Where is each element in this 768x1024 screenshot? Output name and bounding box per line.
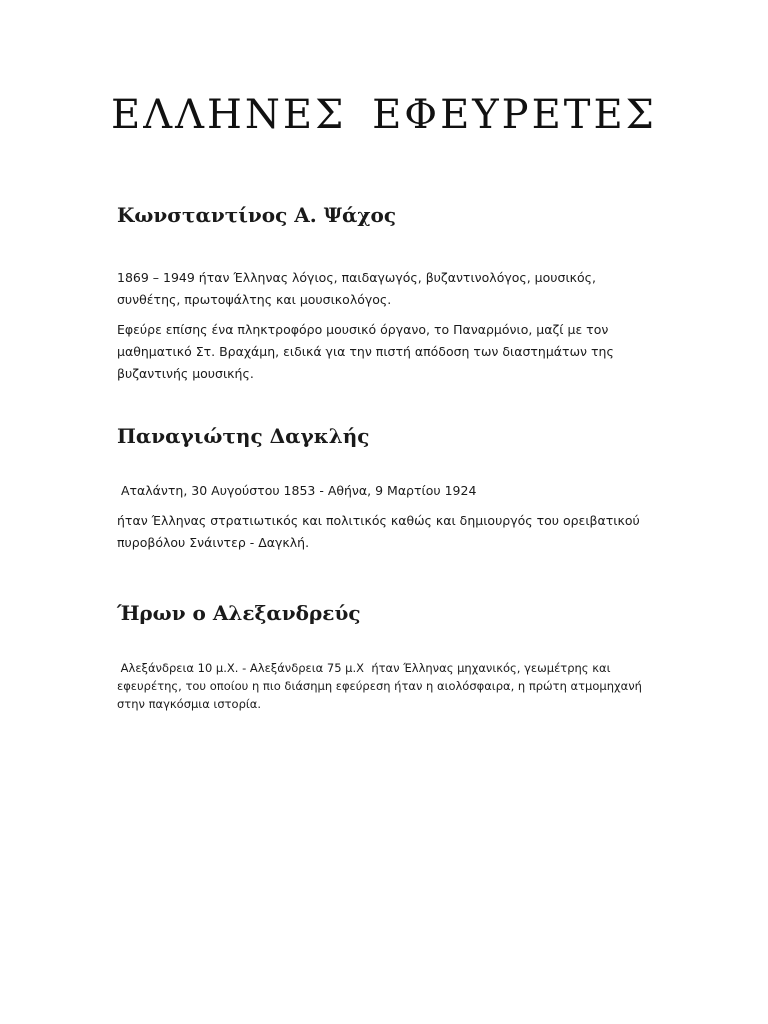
section-paragraph: Αταλάντη, 30 Αυγούστου 1853 - Αθήνα, 9 Μαρτίου 1924 xyxy=(117,483,477,498)
section-heading: Κωνσταντίνος Α. Ψάχος xyxy=(117,203,397,227)
section-paragraph: Αλεξάνδρεια 10 μ.Χ. - Αλεξάνδρεια 75 μ.Χ ήταν Έλληνας μηχανικός, γεωμέτρης και εφευρέτης, του οποίου η πιο διάσημη εφεύρεση ήταν η αιολόσφαιρα, η πρώτη ατμομηχανή στην παγκόσμια ιστορία. xyxy=(117,661,646,711)
section-paragraph: 1869 – 1949 ήταν Έλληνας λόγιος, παιδαγωγός, βυζαντινολόγος, μουσικός, συνθέτης, πρωτοψάλτης και μουσικολόγος. xyxy=(117,270,596,307)
section-heading: Ήρων ο Αλεξανδρεύς xyxy=(117,601,361,625)
section-paragraph: Εφεύρε επίσης ένα πληκτροφόρο μουσικό όργανο, το Παναρμόνιο, μαζί με τον μαθηματικό Στ. Βραχάμη, ειδικά για την πιστή απόδοση των διαστημάτων της βυζαντινής μουσικής. xyxy=(117,322,614,381)
section-psachos xyxy=(117,203,657,385)
section-paragraph: ήταν Έλληνας στρατιωτικός και πολιτικός καθώς και δημιουργός του ορειβατικού πυροβόλου Σνάιντερ - Δαγκλή. xyxy=(117,513,640,550)
section-iron xyxy=(117,601,657,713)
section-heading: Παναγιώτης Δαγκλής xyxy=(117,424,370,448)
section-dagklis xyxy=(117,424,657,554)
document-title: ΕΛΛΗΝΕΣ ΕΦΕΥΡΕΤΕΣ xyxy=(111,92,657,138)
